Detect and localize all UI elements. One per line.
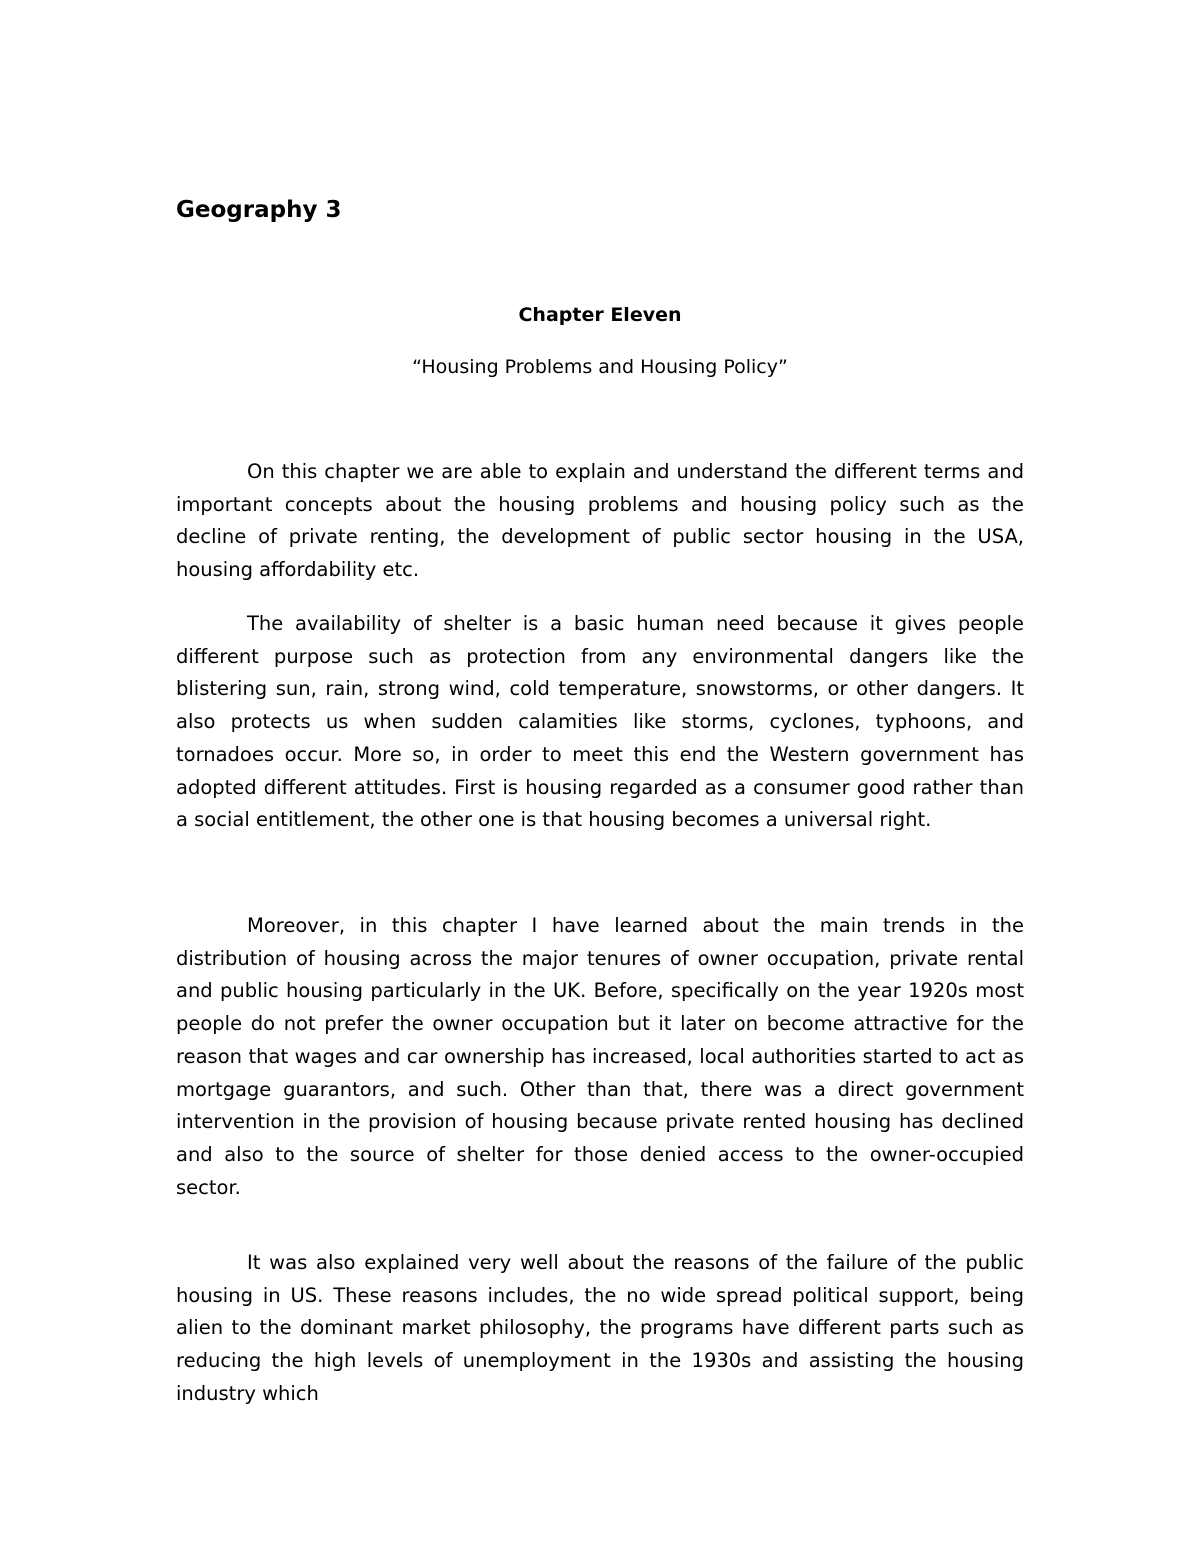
- intro-paragraph: On this chapter we are able to explain and understand the different terms and important concepts about the housing problems and housing policy such as the decline of private renting, the development of public sector housing in the USA, housing affordability etc.: [176, 460, 1024, 582]
- housing-trends-paragraph: Moreover, in this chapter I have learned about the main trends in the distribution of housing across the major tenures of owner occupation, private rental and public housing particularly in the UK. Before, specifically on the year 1920s most people do not prefer the owner occupation but it later on become attractive for the reason that wages and car ownership has increased, local authorities started to act as mortgage guarantors, and such. Other than that, there was a direct government intervention in the provision of housing because private rented housing has declined and also to the source of shelter for those denied access to the owner-occupied sector.: [176, 914, 1024, 1199]
- chapter-title: “Housing Problems and Housing Policy”: [412, 356, 788, 378]
- public-housing-failure-paragraph: It was also explained very well about the reasons of the failure of the public housing in US. These reasons includes, the no wide spread political support, being alien to the dominant market philosophy, the programs have different parts such as reducing the high levels of unemployment in the 1930s and assisting the housing industry which: [176, 1251, 1024, 1405]
- chapter-number: Chapter Eleven: [518, 304, 682, 326]
- shelter-paragraph: The availability of shelter is a basic human need because it gives people different purpose such as protection from any environmental dangers like the blistering sun, rain, strong wind, cold temperature, snowstorms, or other dangers. It also protects us when sudden calamities like storms, cyclones, typhoons, and tornadoes occur. More so, in order to meet this end the Western government has adopted different attitudes. First is housing regarded as a consumer good rather than a social entitlement, the other one is that housing becomes a universal right.: [176, 612, 1024, 832]
- course-title: Geography 3: [176, 197, 342, 223]
